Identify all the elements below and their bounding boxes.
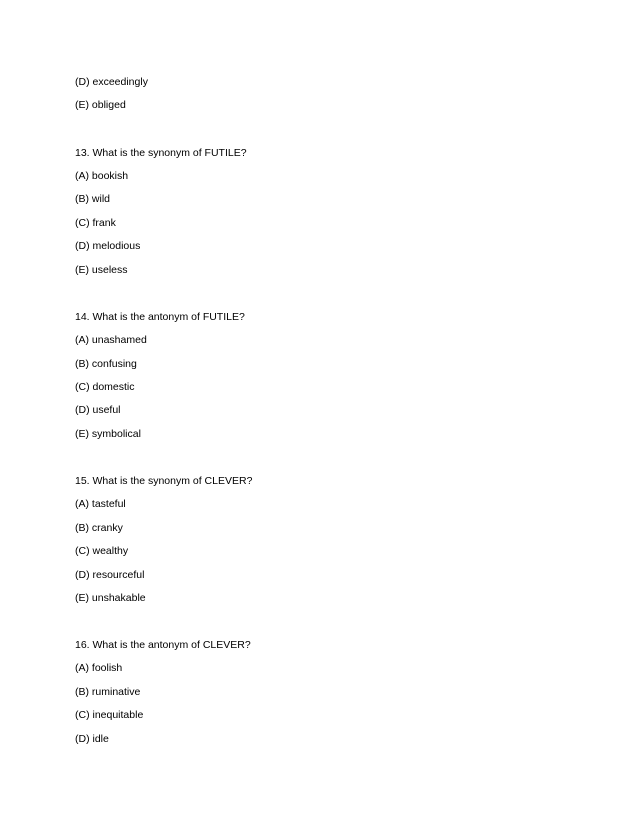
answer-option-d: (D) idle [75,733,109,745]
question-13: 13. What is the synonym of FUTILE? [75,147,247,159]
answer-option-a: (A) foolish [75,662,123,674]
answer-option-b: (B) cranky [75,522,123,534]
answer-option-a: (A) bookish [75,170,129,182]
answer-option-e: (E) obliged [75,99,126,111]
answer-option-c: (C) inequitable [75,709,144,721]
question-14: 14. What is the antonym of FUTILE? [75,311,245,323]
answer-option-b: (B) ruminative [75,686,141,698]
answer-option-d: (D) exceedingly [75,76,148,88]
answer-option-c: (C) domestic [75,381,135,393]
answer-option-b: (B) confusing [75,358,137,370]
answer-option-c: (C) frank [75,217,116,229]
answer-option-e: (E) unshakable [75,592,146,604]
question-15: 15. What is the synonym of CLEVER? [75,475,253,487]
question-16: 16. What is the antonym of CLEVER? [75,639,251,651]
answer-option-e: (E) useless [75,264,128,276]
answer-option-a: (A) unashamed [75,334,147,346]
answer-option-d: (D) melodious [75,240,141,252]
answer-option-c: (C) wealthy [75,545,129,557]
answer-option-a: (A) tasteful [75,498,126,510]
answer-option-d: (D) useful [75,404,121,416]
answer-option-b: (B) wild [75,193,111,205]
answer-option-d: (D) resourceful [75,569,145,581]
answer-option-e: (E) symbolical [75,428,141,440]
